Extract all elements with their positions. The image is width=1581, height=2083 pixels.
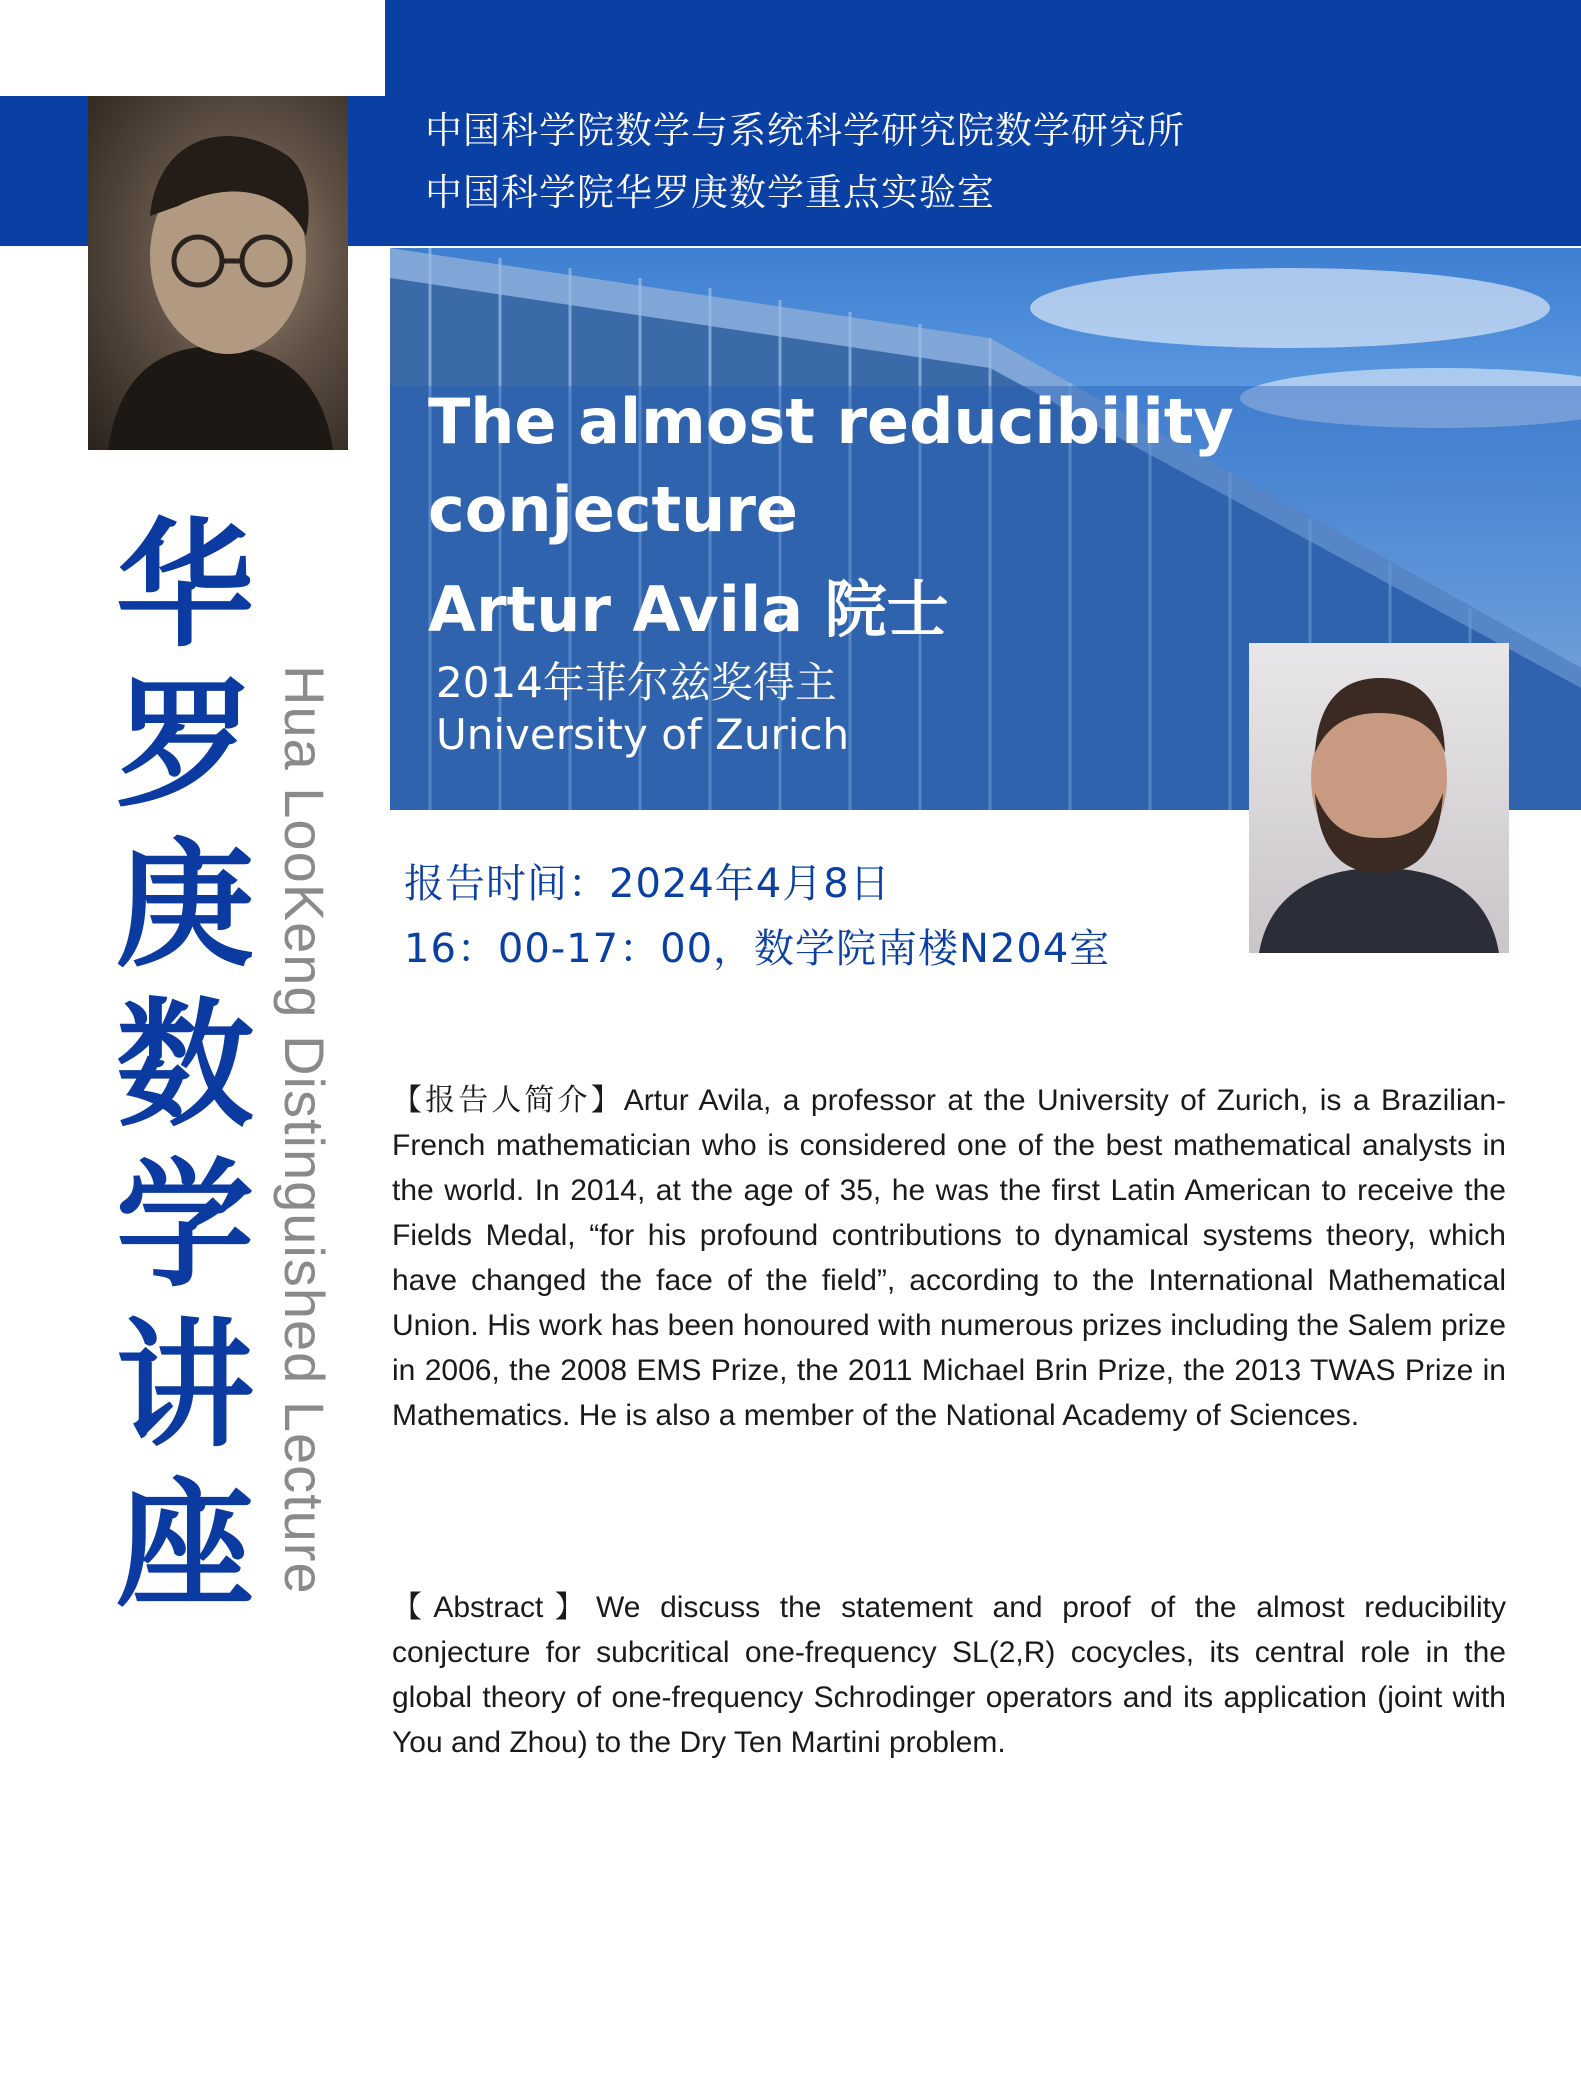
header-white-corner <box>0 0 385 96</box>
schedule-time-location: 16：00-17：00，数学院南楼N204室 <box>404 926 1111 972</box>
series-title-char: 讲 <box>115 1303 254 1466</box>
series-title-char: 学 <box>115 1143 254 1306</box>
institute-line-2: 中国科学院华罗庚数学重点实验室 <box>425 171 995 214</box>
series-title-char: 庚 <box>115 823 254 986</box>
portrait-illustration <box>88 96 348 450</box>
speaker-award: 2014年菲尔兹奖得主 <box>436 658 837 707</box>
speaker-portrait <box>1249 643 1509 953</box>
speaker-bio: 【报告人简介】Artur Avila, a professor at the University of Zurich, is a Brazilian-French mathematician who is considered one of the best mathematical analysts in the world. In 2014, at the age of 35, he was the first Latin American to receive the Fields Medal, “for his profound contributions to dynamical systems theory, which have changed the face of the field”, according to the International Mathematical Union. His work has been honoured with numerous prizes including the Salem prize in 2006, the 2008 EMS Prize, the 2011 Michael Brin Prize, the 2013 TWAS Prize in Mathematics. He is also a member of the National Academy of Sciences. <box>392 1084 1506 1432</box>
speaker-affiliation: University of Zurich <box>436 710 850 759</box>
schedule-date: 报告时间：2024年4月8日 <box>404 861 891 907</box>
series-title-char: 座 <box>115 1463 254 1626</box>
hua-luogeng-portrait <box>88 96 348 450</box>
institute-line-1: 中国科学院数学与系统科学研究院数学研究所 <box>425 109 1185 152</box>
series-title-char: 华 <box>115 503 254 666</box>
series-title-english: Hua LooKeng Distinguished Lecture <box>273 665 336 1595</box>
speaker-portrait-illustration <box>1249 643 1509 953</box>
talk-abstract: 【Abstract】We discuss the statement and proof of the almost reducibility conjecture for subcritical one-frequency SL(2,R) cocycles, its central role in the global theory of one-frequency Schrodinger operators and its application (joint with You and Zhou) to the Dry Ten Martini problem. <box>392 1591 1506 1759</box>
speaker-name: Artur Avila 院士 <box>428 573 949 646</box>
talk-title: The almost reducibility conjecture <box>428 385 1234 546</box>
series-title-char: 罗 <box>115 663 254 826</box>
series-title-char: 数 <box>115 983 254 1146</box>
series-title-chinese <box>100 505 270 1625</box>
